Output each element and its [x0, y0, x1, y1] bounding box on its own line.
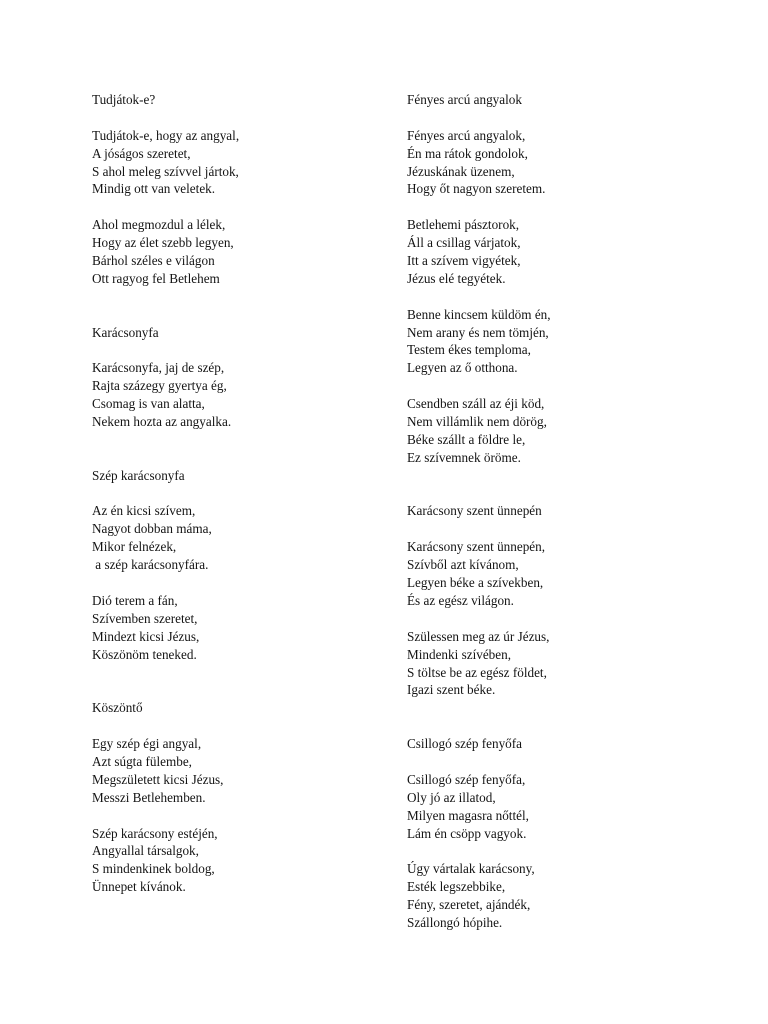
poem-spacer	[92, 306, 392, 324]
poem-line: Betlehemi pásztorok,	[407, 217, 520, 233]
poem-spacer	[407, 485, 747, 503]
poem-line: Csillogó szép fenyőfa,	[407, 771, 526, 787]
poem-line: Szívemben szeretet,	[92, 610, 198, 626]
poem-line: S töltse be az egész földet,	[407, 664, 547, 680]
stanza-spacer	[407, 288, 747, 306]
poem-line: Szülessen meg az úr Jézus,	[407, 628, 550, 644]
poem-line: Csendben száll az éji köd,	[407, 396, 545, 412]
poem-line: Rajta százegy gyertya ég,	[92, 378, 227, 394]
poem	[92, 91, 392, 324]
poem-line: Legyen béke a szívekben,	[407, 575, 544, 591]
stanza	[407, 860, 747, 932]
poem-title: Szép karácsonyfa	[92, 467, 185, 483]
stanza	[407, 306, 747, 378]
stanza-spacer	[407, 377, 747, 395]
poem-line: Az én kicsi szívem,	[92, 503, 196, 519]
poem-line: Úgy vártalak karácsony,	[407, 861, 535, 877]
poem-line: Oly jó az illatod,	[407, 789, 496, 805]
poem-line: Hogy őt nagyon szeretem.	[407, 181, 546, 197]
stanza	[407, 628, 747, 700]
poem-line: Ünnepet kívánok.	[92, 879, 186, 895]
poem-line: Milyen magasra nőttél,	[407, 807, 529, 823]
stanza	[92, 825, 392, 897]
stanza	[407, 216, 747, 288]
poem-line: Hogy az élet szebb legyen,	[92, 235, 234, 251]
stanza	[407, 538, 747, 610]
poem-line: Fény, szeretet, ajándék,	[407, 897, 531, 913]
poem	[92, 467, 392, 700]
poem-line: Itt a szívem vigyétek,	[407, 253, 521, 269]
stanza	[407, 395, 747, 467]
poem-line: Tudjátok-e, hogy az angyal,	[92, 127, 240, 143]
poem-line: Köszönöm teneked.	[92, 646, 197, 662]
poem-line: S mindenkinek boldog,	[92, 861, 215, 877]
poem-spacer	[92, 288, 392, 306]
poem-line: Én ma rátok gondolok,	[407, 145, 528, 161]
poem-line: Csomag is van alatta,	[92, 396, 205, 412]
poem-line: Legyen az ő otthona.	[407, 360, 518, 376]
poem-line: Mindig ott van veletek.	[92, 181, 216, 197]
poem-line: Jézus elé tegyétek.	[407, 270, 506, 286]
poem-line: És az egész világon.	[407, 592, 514, 608]
poem-spacer	[92, 681, 392, 699]
poem-title: Tudjátok-e?	[92, 92, 156, 107]
poem-line: Mindenki szívében,	[407, 646, 512, 662]
poem-line: Nem arany és nem tömjén,	[407, 324, 549, 340]
stanza-spacer	[407, 753, 747, 771]
stanza	[92, 735, 392, 807]
poem-line: Karácsonyfa, jaj de szép,	[92, 360, 225, 376]
poem-line: Egy szép égi angyal,	[92, 736, 202, 752]
poem-line: Lám én csöpp vagyok.	[407, 825, 527, 841]
stanza-spacer	[92, 485, 392, 503]
poem	[92, 324, 392, 467]
poem-line: S ahol meleg szívvel jártok,	[92, 163, 239, 179]
poem-line: Igazi szent béke.	[407, 682, 496, 698]
poem-line: Áll a csillag várjatok,	[407, 235, 521, 251]
stanza-spacer	[92, 807, 392, 825]
poem-line: Szép karácsony estéjén,	[92, 825, 218, 841]
poem-line: Szívből azt kívánom,	[407, 557, 519, 573]
poem-line: Benne kincsem küldöm én,	[407, 306, 551, 322]
poem-line: Esték legszebbike,	[407, 879, 506, 895]
poem-line: Angyallal társalgok,	[92, 843, 199, 859]
stanza	[92, 502, 392, 574]
poem	[92, 699, 392, 896]
poem	[407, 735, 747, 932]
stanza-spacer	[407, 610, 747, 628]
poem-line: a szép karácsonyfára.	[92, 557, 209, 573]
poem-line: Karácsony szent ünnepén,	[407, 539, 546, 555]
poem-line: Ahol megmozdul a lélek,	[92, 217, 226, 233]
poem-line: Nagyot dobban máma,	[92, 521, 212, 537]
stanza-spacer	[407, 198, 747, 216]
stanza-spacer	[407, 109, 747, 127]
stanza-spacer	[92, 109, 392, 127]
stanza-spacer	[92, 341, 392, 359]
poem-spacer	[407, 699, 747, 717]
poem-line: Jézuskának üzenem,	[407, 163, 515, 179]
poem-line: Fényes arcú angyalok,	[407, 127, 526, 143]
stanza-spacer	[92, 574, 392, 592]
poem-line: Béke szállt a földre le,	[407, 431, 526, 447]
poem-line: Ott ragyog fel Betlehem	[92, 270, 220, 286]
stanza-spacer	[92, 198, 392, 216]
stanza	[92, 592, 392, 664]
poem-spacer	[92, 431, 392, 449]
left-column	[92, 91, 392, 896]
poem-title: Karácsony szent ünnepén	[407, 503, 542, 519]
poem-line: Ez szívemnek öröme.	[407, 449, 521, 465]
right-column	[407, 91, 747, 932]
stanza	[407, 771, 747, 843]
poem-line: Mindezt kicsi Jézus,	[92, 628, 200, 644]
poem-line: Messzi Betlehemben.	[92, 789, 206, 805]
stanza	[92, 359, 392, 431]
poem-line: Dió terem a fán,	[92, 592, 178, 608]
poem-spacer	[407, 467, 747, 485]
poem-line: A jóságos szeretet,	[92, 145, 191, 161]
stanza	[92, 216, 392, 288]
poem-line: Megszületett kicsi Jézus,	[92, 771, 224, 787]
poem-title: Köszöntő	[92, 700, 143, 716]
stanza-spacer	[92, 717, 392, 735]
poem	[407, 91, 747, 502]
poem-line: Azt súgta fülembe,	[92, 753, 192, 769]
stanza	[407, 127, 747, 199]
poem-line: Bárhol széles e világon	[92, 253, 215, 269]
poem-line: Szállongó hópihe.	[407, 914, 503, 930]
poem-spacer	[407, 717, 747, 735]
stanza	[92, 127, 392, 199]
poem-line: Nem villámlik nem dörög,	[407, 414, 547, 430]
poem-title: Karácsonyfa	[92, 324, 159, 340]
poem-title: Csillogó szép fenyőfa	[407, 736, 522, 752]
poem-line: Nekem hozta az angyalka.	[92, 414, 232, 430]
stanza-spacer	[407, 520, 747, 538]
poem	[407, 502, 747, 735]
poem-spacer	[92, 449, 392, 467]
poem-title: Fényes arcú angyalok	[407, 92, 522, 107]
stanza-spacer	[407, 842, 747, 860]
poem-line: Mikor felnézek,	[92, 539, 177, 555]
poem-spacer	[92, 664, 392, 682]
poem-line: Testem ékes temploma,	[407, 342, 531, 358]
